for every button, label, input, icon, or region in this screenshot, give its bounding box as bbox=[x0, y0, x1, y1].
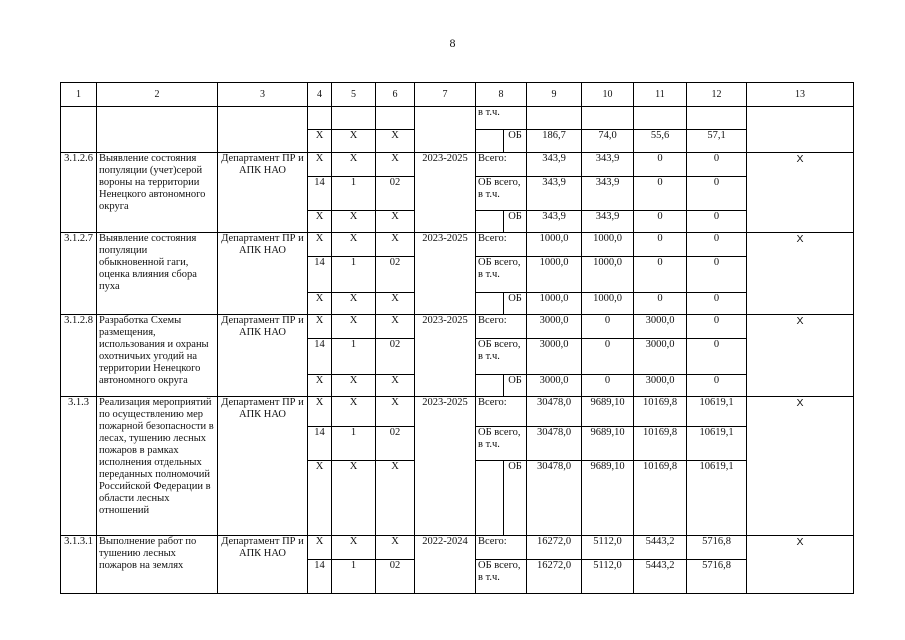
cell-v10: 5112,0 bbox=[582, 536, 634, 560]
cell-v11: 0 bbox=[634, 257, 687, 293]
cell-v9: 3000,0 bbox=[527, 375, 582, 397]
cell-v11: 3000,0 bbox=[634, 375, 687, 397]
cell-v12: 0 bbox=[687, 177, 747, 211]
cell-v10: 9689,10 bbox=[582, 427, 634, 461]
cell-c4: Х bbox=[308, 536, 332, 560]
cell-name bbox=[97, 107, 218, 153]
cell-c5: 1 bbox=[332, 177, 376, 211]
cell-c4: Х bbox=[308, 375, 332, 397]
cell-c6: Х bbox=[376, 293, 415, 315]
cell-c6: 02 bbox=[376, 177, 415, 211]
cell-empty bbox=[527, 107, 582, 130]
cell-code bbox=[61, 107, 97, 153]
cell-c5: 1 bbox=[332, 560, 376, 594]
cell-c6: Х bbox=[376, 536, 415, 560]
cell-v12: 10619,1 bbox=[687, 397, 747, 427]
cell-code: 3.1.2.6 bbox=[61, 153, 97, 233]
cell-v11: 5443,2 bbox=[634, 536, 687, 560]
cell-c5: Х bbox=[332, 375, 376, 397]
cell-c6: 02 bbox=[376, 427, 415, 461]
cell-v11: 55,6 bbox=[634, 130, 687, 153]
cell-c4: Х bbox=[308, 211, 332, 233]
cell-name: Выявление состояния популяции обыкновенной гаги, оценка влияния сбора пуха bbox=[97, 233, 218, 315]
cell-years: 2023-2025 bbox=[415, 233, 476, 315]
cell-c5: Х bbox=[332, 397, 376, 427]
cell-c5: Х bbox=[332, 233, 376, 257]
cell-v12: 0 bbox=[687, 233, 747, 257]
cell-empty bbox=[376, 107, 415, 130]
table-row bbox=[61, 536, 854, 560]
cell-v12: 0 bbox=[687, 211, 747, 233]
cell-name: Выполнение работ по тушению лесных пожаров на землях bbox=[97, 536, 218, 594]
cell-c4: Х bbox=[308, 293, 332, 315]
header-cell: 2 bbox=[97, 83, 218, 107]
header-cell: 6 bbox=[376, 83, 415, 107]
cell-c5: 1 bbox=[332, 257, 376, 293]
cell-v10: 343,9 bbox=[582, 177, 634, 211]
cell-c5: Х bbox=[332, 130, 376, 153]
cell-v10: 9689,10 bbox=[582, 461, 634, 536]
cell-c4: 14 bbox=[308, 177, 332, 211]
header-cell: 3 bbox=[218, 83, 308, 107]
cell-v12: 0 bbox=[687, 153, 747, 177]
cell-empty bbox=[476, 375, 504, 397]
page-number: 8 bbox=[449, 36, 456, 50]
cell-empty bbox=[476, 211, 504, 233]
cell-empty bbox=[687, 107, 747, 130]
cell-label: ОБ всего, в т.ч. bbox=[476, 257, 527, 293]
cell-v12: 0 bbox=[687, 315, 747, 339]
cell-c5: 1 bbox=[332, 427, 376, 461]
cell-c4: Х bbox=[308, 315, 332, 339]
cell-label: ОБ всего, в т.ч. bbox=[476, 339, 527, 375]
cell-c4: Х bbox=[308, 233, 332, 257]
cell-c4: Х bbox=[308, 153, 332, 177]
cell-years bbox=[415, 107, 476, 153]
cell-c6: Х bbox=[376, 315, 415, 339]
cell-dept: Департамент ПР и АПК НАО bbox=[218, 233, 308, 315]
cell-c6: Х bbox=[376, 397, 415, 427]
cell-c6: Х bbox=[376, 153, 415, 177]
cell-col13: Х bbox=[747, 315, 854, 397]
cell-v10: 1000,0 bbox=[582, 293, 634, 315]
cell-c6: Х bbox=[376, 233, 415, 257]
cell-label: ОБ всего, в т.ч. bbox=[476, 427, 527, 461]
cell-c5: Х bbox=[332, 461, 376, 536]
cell-c4: Х bbox=[308, 397, 332, 427]
cell-v12: 57,1 bbox=[687, 130, 747, 153]
cell-subtotal-label: в т.ч. bbox=[476, 107, 527, 130]
cell-c5: Х bbox=[332, 315, 376, 339]
cell-dept: Департамент ПР и АПК НАО bbox=[218, 315, 308, 397]
cell-v9: 1000,0 bbox=[527, 257, 582, 293]
cell-c4: Х bbox=[308, 130, 332, 153]
cell-empty bbox=[476, 130, 504, 153]
cell-name: Разработка Схемы размещения, использования и охраны охотничьих угодий на территории Ненецкого автономного округа bbox=[97, 315, 218, 397]
cell-dept: Департамент ПР и АПК НАО bbox=[218, 536, 308, 594]
cell-c4: Х bbox=[308, 461, 332, 536]
header-cell: 12 bbox=[687, 83, 747, 107]
cell-v12: 10619,1 bbox=[687, 461, 747, 536]
cell-empty bbox=[308, 107, 332, 130]
cell-source: ОБ bbox=[504, 461, 527, 536]
cell-v12: 5716,8 bbox=[687, 536, 747, 560]
cell-v12: 0 bbox=[687, 339, 747, 375]
cell-c4: 14 bbox=[308, 427, 332, 461]
cell-years: 2023-2025 bbox=[415, 315, 476, 397]
cell-code: 3.1.2.8 bbox=[61, 315, 97, 397]
cell-empty bbox=[476, 461, 504, 536]
header-cell: 4 bbox=[308, 83, 332, 107]
cell-c6: 02 bbox=[376, 560, 415, 594]
cell-v9: 186,7 bbox=[527, 130, 582, 153]
cell-v10: 0 bbox=[582, 375, 634, 397]
cell-empty bbox=[634, 107, 687, 130]
cell-v11: 0 bbox=[634, 233, 687, 257]
table-row bbox=[61, 233, 854, 257]
cell-empty bbox=[582, 107, 634, 130]
cell-v9: 343,9 bbox=[527, 177, 582, 211]
cell-col13: Х bbox=[747, 397, 854, 536]
cell-v10: 343,9 bbox=[582, 153, 634, 177]
cell-c5: Х bbox=[332, 211, 376, 233]
cell-v11: 10169,8 bbox=[634, 461, 687, 536]
cell-v10: 0 bbox=[582, 339, 634, 375]
cell-col13: Х bbox=[747, 536, 854, 594]
cell-v9: 343,9 bbox=[527, 153, 582, 177]
table-row bbox=[61, 107, 854, 130]
cell-code: 3.1.3 bbox=[61, 397, 97, 536]
header-cell: 9 bbox=[527, 83, 582, 107]
cell-c5: 1 bbox=[332, 339, 376, 375]
cell-c5: Х bbox=[332, 153, 376, 177]
cell-v10: 5112,0 bbox=[582, 560, 634, 594]
cell-v9: 3000,0 bbox=[527, 339, 582, 375]
cell-code: 3.1.2.7 bbox=[61, 233, 97, 315]
cell-v11: 3000,0 bbox=[634, 339, 687, 375]
cell-c6: Х bbox=[376, 375, 415, 397]
cell-v11: 0 bbox=[634, 153, 687, 177]
cell-v11: 10169,8 bbox=[634, 427, 687, 461]
cell-source: ОБ bbox=[504, 293, 527, 315]
cell-name: Выявление состояния популяции (учет)серой вороны на территории Ненецкого автономного округа bbox=[97, 153, 218, 233]
cell-v10: 9689,10 bbox=[582, 397, 634, 427]
cell-label: Всего: bbox=[476, 397, 527, 427]
cell-v11: 10169,8 bbox=[634, 397, 687, 427]
cell-years: 2022-2024 bbox=[415, 536, 476, 594]
cell-v10: 0 bbox=[582, 315, 634, 339]
cell-label: Всего: bbox=[476, 233, 527, 257]
table-row bbox=[61, 153, 854, 177]
cell-name: Реализация мероприятий по осуществлению мер пожарной безопасности в лесах, тушению лесных пожаров в рамках исполнения отдельных переданных полномочий Российской Федерации в области лесных отношений bbox=[97, 397, 218, 536]
cell-code: 3.1.3.1 bbox=[61, 536, 97, 594]
header-cell: 5 bbox=[332, 83, 376, 107]
cell-c6: Х bbox=[376, 461, 415, 536]
header-cell: 13 bbox=[747, 83, 854, 107]
cell-c4: 14 bbox=[308, 560, 332, 594]
cell-v9: 30478,0 bbox=[527, 397, 582, 427]
header-cell: 10 bbox=[582, 83, 634, 107]
cell-c4: 14 bbox=[308, 339, 332, 375]
cell-v9: 3000,0 bbox=[527, 315, 582, 339]
cell-v12: 0 bbox=[687, 293, 747, 315]
cell-dept bbox=[218, 107, 308, 153]
cell-v12: 5716,8 bbox=[687, 560, 747, 594]
cell-v9: 1000,0 bbox=[527, 233, 582, 257]
header-cell: 8 bbox=[476, 83, 527, 107]
cell-v11: 0 bbox=[634, 211, 687, 233]
cell-col13: Х bbox=[747, 153, 854, 233]
cell-v10: 343,9 bbox=[582, 211, 634, 233]
cell-v11: 0 bbox=[634, 293, 687, 315]
cell-label: ОБ всего, в т.ч. bbox=[476, 560, 527, 594]
cell-label: ОБ всего, в т.ч. bbox=[476, 177, 527, 211]
cell-label: Всего: bbox=[476, 315, 527, 339]
cell-col13 bbox=[747, 107, 854, 153]
header-cell: 7 bbox=[415, 83, 476, 107]
cell-v9: 1000,0 bbox=[527, 293, 582, 315]
cell-label: Всего: bbox=[476, 536, 527, 560]
cell-label: Всего: bbox=[476, 153, 527, 177]
cell-v10: 1000,0 bbox=[582, 233, 634, 257]
cell-dept: Департамент ПР и АПК НАО bbox=[218, 397, 308, 536]
cell-source: ОБ bbox=[504, 130, 527, 153]
cell-source: ОБ bbox=[504, 211, 527, 233]
header-cell: 11 bbox=[634, 83, 687, 107]
cell-v11: 5443,2 bbox=[634, 560, 687, 594]
budget-table bbox=[60, 82, 854, 594]
cell-years: 2023-2025 bbox=[415, 397, 476, 536]
cell-v11: 3000,0 bbox=[634, 315, 687, 339]
cell-c5: Х bbox=[332, 293, 376, 315]
cell-v9: 343,9 bbox=[527, 211, 582, 233]
cell-years: 2023-2025 bbox=[415, 153, 476, 233]
cell-v12: 0 bbox=[687, 257, 747, 293]
cell-c6: 02 bbox=[376, 339, 415, 375]
cell-v10: 74,0 bbox=[582, 130, 634, 153]
header-row bbox=[61, 83, 854, 107]
cell-v11: 0 bbox=[634, 177, 687, 211]
cell-empty bbox=[332, 107, 376, 130]
table-row bbox=[61, 315, 854, 339]
cell-c6: Х bbox=[376, 211, 415, 233]
cell-v9: 30478,0 bbox=[527, 427, 582, 461]
cell-v9: 16272,0 bbox=[527, 560, 582, 594]
cell-v10: 1000,0 bbox=[582, 257, 634, 293]
cell-v12: 10619,1 bbox=[687, 427, 747, 461]
cell-v9: 30478,0 bbox=[527, 461, 582, 536]
cell-c6: 02 bbox=[376, 257, 415, 293]
cell-empty bbox=[476, 293, 504, 315]
cell-source: ОБ bbox=[504, 375, 527, 397]
header-cell: 1 bbox=[61, 83, 97, 107]
cell-col13: Х bbox=[747, 233, 854, 315]
table-row bbox=[61, 397, 854, 427]
cell-c6: Х bbox=[376, 130, 415, 153]
cell-c4: 14 bbox=[308, 257, 332, 293]
cell-v9: 16272,0 bbox=[527, 536, 582, 560]
cell-c5: Х bbox=[332, 536, 376, 560]
cell-dept: Департамент ПР и АПК НАО bbox=[218, 153, 308, 233]
cell-v12: 0 bbox=[687, 375, 747, 397]
